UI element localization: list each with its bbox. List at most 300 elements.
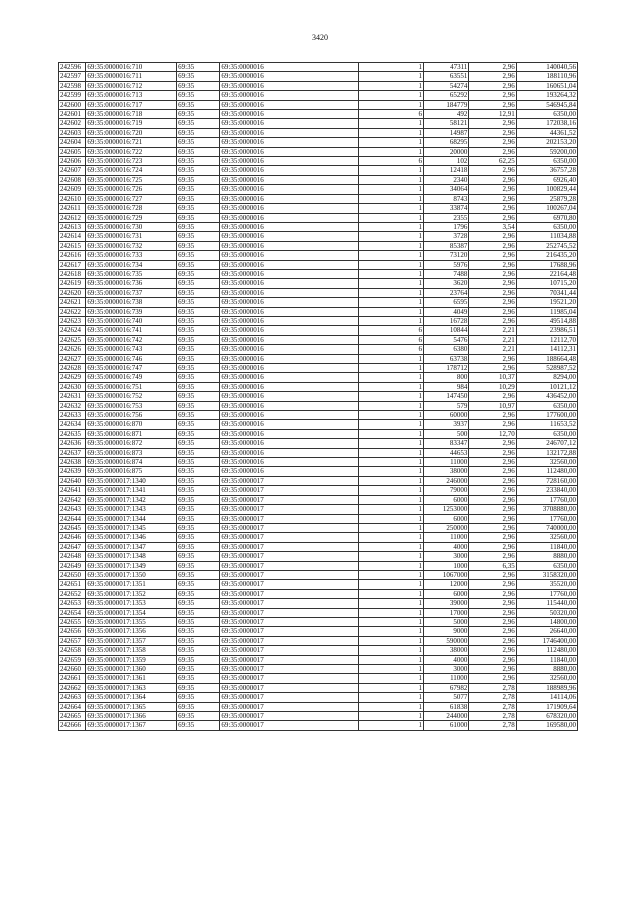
district-code-cell: 69:35 xyxy=(177,91,220,100)
cadastral-number-cell: 69:35:0000017:1342 xyxy=(86,495,177,504)
category-code-cell: 1 xyxy=(358,81,423,90)
district-code-cell: 69:35 xyxy=(177,702,220,711)
category-code-cell: 1 xyxy=(358,665,423,674)
table-row xyxy=(59,401,578,410)
cadastral-number-cell: 69:35:0000016:738 xyxy=(86,298,177,307)
amount-cell: 17760,00 xyxy=(516,514,577,523)
table-row xyxy=(59,514,578,523)
table-row xyxy=(59,269,578,278)
quarter-number-cell: 69:35:0000016 xyxy=(220,63,358,72)
rate-cell: 2,96 xyxy=(469,476,516,485)
rate-cell: 2,21 xyxy=(469,326,516,335)
category-code-cell: 1 xyxy=(358,401,423,410)
category-code-cell: 1 xyxy=(358,721,423,730)
row-number-cell: 242643 xyxy=(59,505,86,514)
quarter-number-cell: 69:35:0000016 xyxy=(220,138,358,147)
area-cell: 2355 xyxy=(423,213,468,222)
rate-cell: 2,96 xyxy=(469,674,516,683)
district-code-cell: 69:35 xyxy=(177,175,220,184)
row-number-cell: 242634 xyxy=(59,420,86,429)
rate-cell: 2,96 xyxy=(469,627,516,636)
district-code-cell: 69:35 xyxy=(177,204,220,213)
district-code-cell: 69:35 xyxy=(177,213,220,222)
rate-cell: 2,96 xyxy=(469,542,516,551)
cadastral-number-cell: 69:35:0000016:733 xyxy=(86,251,177,260)
row-number-cell: 242654 xyxy=(59,608,86,617)
amount-cell: 100829,44 xyxy=(516,185,577,194)
amount-cell: 14114,06 xyxy=(516,693,577,702)
area-cell: 6000 xyxy=(423,589,468,598)
rate-cell: 2,96 xyxy=(469,608,516,617)
rate-cell: 2,78 xyxy=(469,712,516,721)
category-code-cell: 1 xyxy=(358,533,423,542)
district-code-cell: 69:35 xyxy=(177,429,220,438)
amount-cell: 32560,00 xyxy=(516,458,577,467)
amount-cell: 678320,00 xyxy=(516,712,577,721)
table-row xyxy=(59,364,578,373)
amount-cell: 216435,20 xyxy=(516,251,577,260)
row-number-cell: 242611 xyxy=(59,204,86,213)
row-number-cell: 242621 xyxy=(59,298,86,307)
cadastral-number-cell: 69:35:0000017:1363 xyxy=(86,683,177,692)
row-number-cell: 242663 xyxy=(59,693,86,702)
area-cell: 147450 xyxy=(423,392,468,401)
amount-cell: 3158320,00 xyxy=(516,570,577,579)
district-code-cell: 69:35 xyxy=(177,119,220,128)
rate-cell: 2,96 xyxy=(469,204,516,213)
table-row xyxy=(59,712,578,721)
district-code-cell: 69:35 xyxy=(177,382,220,391)
amount-cell: 1746400,00 xyxy=(516,636,577,645)
row-number-cell: 242656 xyxy=(59,627,86,636)
quarter-number-cell: 69:35:0000016 xyxy=(220,241,358,250)
rate-cell: 62,25 xyxy=(469,157,516,166)
quarter-number-cell: 69:35:0000016 xyxy=(220,335,358,344)
area-cell: 579 xyxy=(423,401,468,410)
table-row xyxy=(59,128,578,137)
rate-cell: 2,96 xyxy=(469,655,516,664)
amount-cell: 59200,00 xyxy=(516,147,577,156)
rate-cell: 2,96 xyxy=(469,420,516,429)
rate-cell: 2,96 xyxy=(469,665,516,674)
area-cell: 17000 xyxy=(423,608,468,617)
amount-cell: 202153,20 xyxy=(516,138,577,147)
table-row xyxy=(59,335,578,344)
area-cell: 39000 xyxy=(423,599,468,608)
rate-cell: 2,96 xyxy=(469,448,516,457)
amount-cell: 233840,00 xyxy=(516,486,577,495)
amount-cell: 112480,00 xyxy=(516,467,577,476)
cadastral-number-cell: 69:35:0000016:724 xyxy=(86,166,177,175)
area-cell: 590000 xyxy=(423,636,468,645)
row-number-cell: 242648 xyxy=(59,552,86,561)
category-code-cell: 1 xyxy=(358,646,423,655)
row-number-cell: 242665 xyxy=(59,712,86,721)
rate-cell: 2,96 xyxy=(469,72,516,81)
rate-cell: 2,96 xyxy=(469,241,516,250)
area-cell: 3000 xyxy=(423,665,468,674)
rate-cell: 3,54 xyxy=(469,222,516,231)
category-code-cell: 1 xyxy=(358,307,423,316)
row-number-cell: 242652 xyxy=(59,589,86,598)
cadastral-number-cell: 69:35:0000017:1340 xyxy=(86,476,177,485)
amount-cell: 10715,20 xyxy=(516,279,577,288)
category-code-cell: 1 xyxy=(358,458,423,467)
category-code-cell: 1 xyxy=(358,439,423,448)
amount-cell: 14112,31 xyxy=(516,345,577,354)
table-row xyxy=(59,721,578,730)
category-code-cell: 1 xyxy=(358,467,423,476)
amount-cell: 132172,88 xyxy=(516,448,577,457)
table-row xyxy=(59,316,578,325)
rate-cell: 10,37 xyxy=(469,373,516,382)
amount-cell: 12112,70 xyxy=(516,335,577,344)
quarter-number-cell: 69:35:0000017 xyxy=(220,523,358,532)
row-number-cell: 242635 xyxy=(59,429,86,438)
row-number-cell: 242623 xyxy=(59,316,86,325)
district-code-cell: 69:35 xyxy=(177,458,220,467)
amount-cell: 728160,00 xyxy=(516,476,577,485)
amount-cell: 436452,00 xyxy=(516,392,577,401)
area-cell: 6000 xyxy=(423,495,468,504)
category-code-cell: 1 xyxy=(358,128,423,137)
quarter-number-cell: 69:35:0000016 xyxy=(220,91,358,100)
cadastral-number-cell: 69:35:0000017:1355 xyxy=(86,617,177,626)
cadastral-number-cell: 69:35:0000016:874 xyxy=(86,458,177,467)
category-code-cell: 1 xyxy=(358,119,423,128)
category-code-cell: 6 xyxy=(358,110,423,119)
amount-cell: 17688,96 xyxy=(516,260,577,269)
table-body xyxy=(59,63,578,731)
table-row xyxy=(59,157,578,166)
category-code-cell: 6 xyxy=(358,157,423,166)
area-cell: 58121 xyxy=(423,119,468,128)
cadastral-number-cell: 69:35:0000017:1343 xyxy=(86,505,177,514)
row-number-cell: 242632 xyxy=(59,401,86,410)
category-code-cell: 1 xyxy=(358,382,423,391)
cadastral-number-cell: 69:35:0000017:1351 xyxy=(86,580,177,589)
amount-cell: 177600,00 xyxy=(516,411,577,420)
category-code-cell: 1 xyxy=(358,608,423,617)
quarter-number-cell: 69:35:0000016 xyxy=(220,232,358,241)
row-number-cell: 242644 xyxy=(59,514,86,523)
amount-cell: 171909,64 xyxy=(516,702,577,711)
amount-cell: 6350,00 xyxy=(516,157,577,166)
row-number-cell: 242630 xyxy=(59,382,86,391)
area-cell: 1000 xyxy=(423,561,468,570)
area-cell: 984 xyxy=(423,382,468,391)
category-code-cell: 6 xyxy=(358,345,423,354)
quarter-number-cell: 69:35:0000016 xyxy=(220,458,358,467)
rate-cell: 2,96 xyxy=(469,354,516,363)
table-row xyxy=(59,655,578,664)
category-code-cell: 1 xyxy=(358,279,423,288)
quarter-number-cell: 69:35:0000017 xyxy=(220,636,358,645)
cadastral-number-cell: 69:35:0000016:732 xyxy=(86,241,177,250)
area-cell: 5077 xyxy=(423,693,468,702)
area-cell: 8743 xyxy=(423,194,468,203)
area-cell: 7488 xyxy=(423,269,468,278)
row-number-cell: 242601 xyxy=(59,110,86,119)
row-number-cell: 242597 xyxy=(59,72,86,81)
quarter-number-cell: 69:35:0000016 xyxy=(220,147,358,156)
table-row xyxy=(59,175,578,184)
category-code-cell: 1 xyxy=(358,702,423,711)
table-row xyxy=(59,392,578,401)
rate-cell: 2,96 xyxy=(469,411,516,420)
area-cell: 5976 xyxy=(423,260,468,269)
category-code-cell: 1 xyxy=(358,175,423,184)
cadastral-number-cell: 69:35:0000017:1358 xyxy=(86,646,177,655)
area-cell: 102 xyxy=(423,157,468,166)
amount-cell: 23986,51 xyxy=(516,326,577,335)
row-number-cell: 242624 xyxy=(59,326,86,335)
area-cell: 3000 xyxy=(423,552,468,561)
amount-cell: 6350,00 xyxy=(516,401,577,410)
amount-cell: 3708880,00 xyxy=(516,505,577,514)
cadastral-number-cell: 69:35:0000016:741 xyxy=(86,326,177,335)
area-cell: 73120 xyxy=(423,251,468,260)
cadastral-number-cell: 69:35:0000016:749 xyxy=(86,373,177,382)
table-row xyxy=(59,298,578,307)
quarter-number-cell: 69:35:0000017 xyxy=(220,561,358,570)
amount-cell: 8880,00 xyxy=(516,665,577,674)
table-row xyxy=(59,665,578,674)
table-row xyxy=(59,241,578,250)
cadastral-number-cell: 69:35:0000016:722 xyxy=(86,147,177,156)
rate-cell: 2,96 xyxy=(469,147,516,156)
cadastral-number-cell: 69:35:0000016:870 xyxy=(86,420,177,429)
rate-cell: 2,96 xyxy=(469,514,516,523)
district-code-cell: 69:35 xyxy=(177,599,220,608)
quarter-number-cell: 69:35:0000016 xyxy=(220,345,358,354)
area-cell: 5000 xyxy=(423,617,468,626)
cadastral-number-cell: 69:35:0000016:871 xyxy=(86,429,177,438)
district-code-cell: 69:35 xyxy=(177,326,220,335)
cadastral-number-cell: 69:35:0000016:737 xyxy=(86,288,177,297)
district-code-cell: 69:35 xyxy=(177,523,220,532)
table-row xyxy=(59,580,578,589)
page-number: 3420 xyxy=(312,33,328,42)
cadastral-number-cell: 69:35:0000017:1360 xyxy=(86,665,177,674)
quarter-number-cell: 69:35:0000016 xyxy=(220,204,358,213)
category-code-cell: 1 xyxy=(358,589,423,598)
category-code-cell: 1 xyxy=(358,222,423,231)
rate-cell: 2,96 xyxy=(469,364,516,373)
category-code-cell: 1 xyxy=(358,505,423,514)
cadastral-number-cell: 69:35:0000016:743 xyxy=(86,345,177,354)
area-cell: 47311 xyxy=(423,63,468,72)
district-code-cell: 69:35 xyxy=(177,222,220,231)
rate-cell: 2,96 xyxy=(469,505,516,514)
table-row xyxy=(59,599,578,608)
row-number-cell: 242631 xyxy=(59,392,86,401)
rate-cell: 2,96 xyxy=(469,298,516,307)
rate-cell: 2,96 xyxy=(469,533,516,542)
table-row xyxy=(59,533,578,542)
district-code-cell: 69:35 xyxy=(177,552,220,561)
district-code-cell: 69:35 xyxy=(177,627,220,636)
cadastral-number-cell: 69:35:0000016:713 xyxy=(86,91,177,100)
rate-cell: 6,35 xyxy=(469,561,516,570)
row-number-cell: 242640 xyxy=(59,476,86,485)
rate-cell: 2,96 xyxy=(469,175,516,184)
area-cell: 4000 xyxy=(423,655,468,664)
category-code-cell: 1 xyxy=(358,627,423,636)
cadastral-number-cell: 69:35:0000016:872 xyxy=(86,439,177,448)
amount-cell: 44361,52 xyxy=(516,128,577,137)
table-row xyxy=(59,185,578,194)
table-row xyxy=(59,627,578,636)
cadastral-number-cell: 69:35:0000016:756 xyxy=(86,411,177,420)
cadastral-number-cell: 69:35:0000016:731 xyxy=(86,232,177,241)
cadastral-number-cell: 69:35:0000016:728 xyxy=(86,204,177,213)
area-cell: 14987 xyxy=(423,128,468,137)
area-cell: 4049 xyxy=(423,307,468,316)
table-row xyxy=(59,476,578,485)
category-code-cell: 1 xyxy=(358,138,423,147)
table-row xyxy=(59,702,578,711)
category-code-cell: 1 xyxy=(358,693,423,702)
category-code-cell: 1 xyxy=(358,194,423,203)
quarter-number-cell: 69:35:0000017 xyxy=(220,542,358,551)
quarter-number-cell: 69:35:0000016 xyxy=(220,222,358,231)
district-code-cell: 69:35 xyxy=(177,495,220,504)
row-number-cell: 242608 xyxy=(59,175,86,184)
quarter-number-cell: 69:35:0000017 xyxy=(220,514,358,523)
category-code-cell: 1 xyxy=(358,495,423,504)
quarter-number-cell: 69:35:0000016 xyxy=(220,373,358,382)
table-row xyxy=(59,411,578,420)
row-number-cell: 242636 xyxy=(59,439,86,448)
district-code-cell: 69:35 xyxy=(177,166,220,175)
rate-cell: 2,96 xyxy=(469,523,516,532)
district-code-cell: 69:35 xyxy=(177,411,220,420)
quarter-number-cell: 69:35:0000016 xyxy=(220,100,358,109)
category-code-cell: 1 xyxy=(358,561,423,570)
quarter-number-cell: 69:35:0000017 xyxy=(220,599,358,608)
area-cell: 33874 xyxy=(423,204,468,213)
cadastral-number-cell: 69:35:0000016:725 xyxy=(86,175,177,184)
cadastral-number-cell: 69:35:0000016:736 xyxy=(86,279,177,288)
cadastral-number-cell: 69:35:0000016:753 xyxy=(86,401,177,410)
rate-cell: 2,96 xyxy=(469,185,516,194)
table-row xyxy=(59,608,578,617)
quarter-number-cell: 69:35:0000016 xyxy=(220,326,358,335)
table-row xyxy=(59,505,578,514)
row-number-cell: 242659 xyxy=(59,655,86,664)
cadastral-number-cell: 69:35:0000017:1349 xyxy=(86,561,177,570)
rate-cell: 2,21 xyxy=(469,335,516,344)
category-code-cell: 1 xyxy=(358,251,423,260)
amount-cell: 188664,48 xyxy=(516,354,577,363)
rate-cell: 10,97 xyxy=(469,401,516,410)
cadastral-number-cell: 69:35:0000017:1359 xyxy=(86,655,177,664)
amount-cell: 11985,04 xyxy=(516,307,577,316)
cadastral-number-cell: 69:35:0000017:1348 xyxy=(86,552,177,561)
district-code-cell: 69:35 xyxy=(177,260,220,269)
table-row xyxy=(59,204,578,213)
amount-cell: 6350,00 xyxy=(516,222,577,231)
rate-cell: 2,96 xyxy=(469,467,516,476)
district-code-cell: 69:35 xyxy=(177,269,220,278)
category-code-cell: 1 xyxy=(358,260,423,269)
table-row xyxy=(59,523,578,532)
area-cell: 85387 xyxy=(423,241,468,250)
amount-cell: 35520,00 xyxy=(516,580,577,589)
area-cell: 65292 xyxy=(423,91,468,100)
category-code-cell: 1 xyxy=(358,100,423,109)
cadastral-number-cell: 69:35:0000017:1344 xyxy=(86,514,177,523)
amount-cell: 17760,00 xyxy=(516,495,577,504)
category-code-cell: 1 xyxy=(358,514,423,523)
row-number-cell: 242618 xyxy=(59,269,86,278)
quarter-number-cell: 69:35:0000016 xyxy=(220,260,358,269)
row-number-cell: 242617 xyxy=(59,260,86,269)
row-number-cell: 242657 xyxy=(59,636,86,645)
category-code-cell: 1 xyxy=(358,636,423,645)
table-row xyxy=(59,674,578,683)
amount-cell: 32560,00 xyxy=(516,674,577,683)
row-number-cell: 242645 xyxy=(59,523,86,532)
cadastral-number-cell: 69:35:0000016:710 xyxy=(86,63,177,72)
cadastral-number-cell: 69:35:0000016:752 xyxy=(86,392,177,401)
quarter-number-cell: 69:35:0000016 xyxy=(220,81,358,90)
quarter-number-cell: 69:35:0000017 xyxy=(220,702,358,711)
quarter-number-cell: 69:35:0000017 xyxy=(220,495,358,504)
amount-cell: 188989,96 xyxy=(516,683,577,692)
area-cell: 9000 xyxy=(423,627,468,636)
quarter-number-cell: 69:35:0000016 xyxy=(220,175,358,184)
table-row xyxy=(59,420,578,429)
rate-cell: 2,78 xyxy=(469,683,516,692)
quarter-number-cell: 69:35:0000017 xyxy=(220,505,358,514)
area-cell: 63738 xyxy=(423,354,468,363)
category-code-cell: 1 xyxy=(358,448,423,457)
cadastral-number-cell: 69:35:0000017:1367 xyxy=(86,721,177,730)
district-code-cell: 69:35 xyxy=(177,307,220,316)
rate-cell: 2,96 xyxy=(469,91,516,100)
area-cell: 250000 xyxy=(423,523,468,532)
area-cell: 1253000 xyxy=(423,505,468,514)
area-cell: 246000 xyxy=(423,476,468,485)
category-code-cell: 1 xyxy=(358,523,423,532)
rate-cell: 2,78 xyxy=(469,693,516,702)
district-code-cell: 69:35 xyxy=(177,608,220,617)
category-code-cell: 1 xyxy=(358,269,423,278)
quarter-number-cell: 69:35:0000017 xyxy=(220,476,358,485)
amount-cell: 6926,40 xyxy=(516,175,577,184)
district-code-cell: 69:35 xyxy=(177,251,220,260)
row-number-cell: 242649 xyxy=(59,561,86,570)
row-number-cell: 242638 xyxy=(59,458,86,467)
cadastral-number-cell: 69:35:0000016:734 xyxy=(86,260,177,269)
amount-cell: 528987,52 xyxy=(516,364,577,373)
table-row xyxy=(59,552,578,561)
quarter-number-cell: 69:35:0000016 xyxy=(220,288,358,297)
rate-cell: 2,96 xyxy=(469,636,516,645)
quarter-number-cell: 69:35:0000017 xyxy=(220,608,358,617)
district-code-cell: 69:35 xyxy=(177,439,220,448)
district-code-cell: 69:35 xyxy=(177,617,220,626)
cadastral-number-cell: 69:35:0000017:1364 xyxy=(86,693,177,702)
quarter-number-cell: 69:35:0000016 xyxy=(220,307,358,316)
quarter-number-cell: 69:35:0000016 xyxy=(220,110,358,119)
table-row xyxy=(59,683,578,692)
amount-cell: 100267,04 xyxy=(516,204,577,213)
cadastral-number-cell: 69:35:0000016:739 xyxy=(86,307,177,316)
category-code-cell: 1 xyxy=(358,354,423,363)
